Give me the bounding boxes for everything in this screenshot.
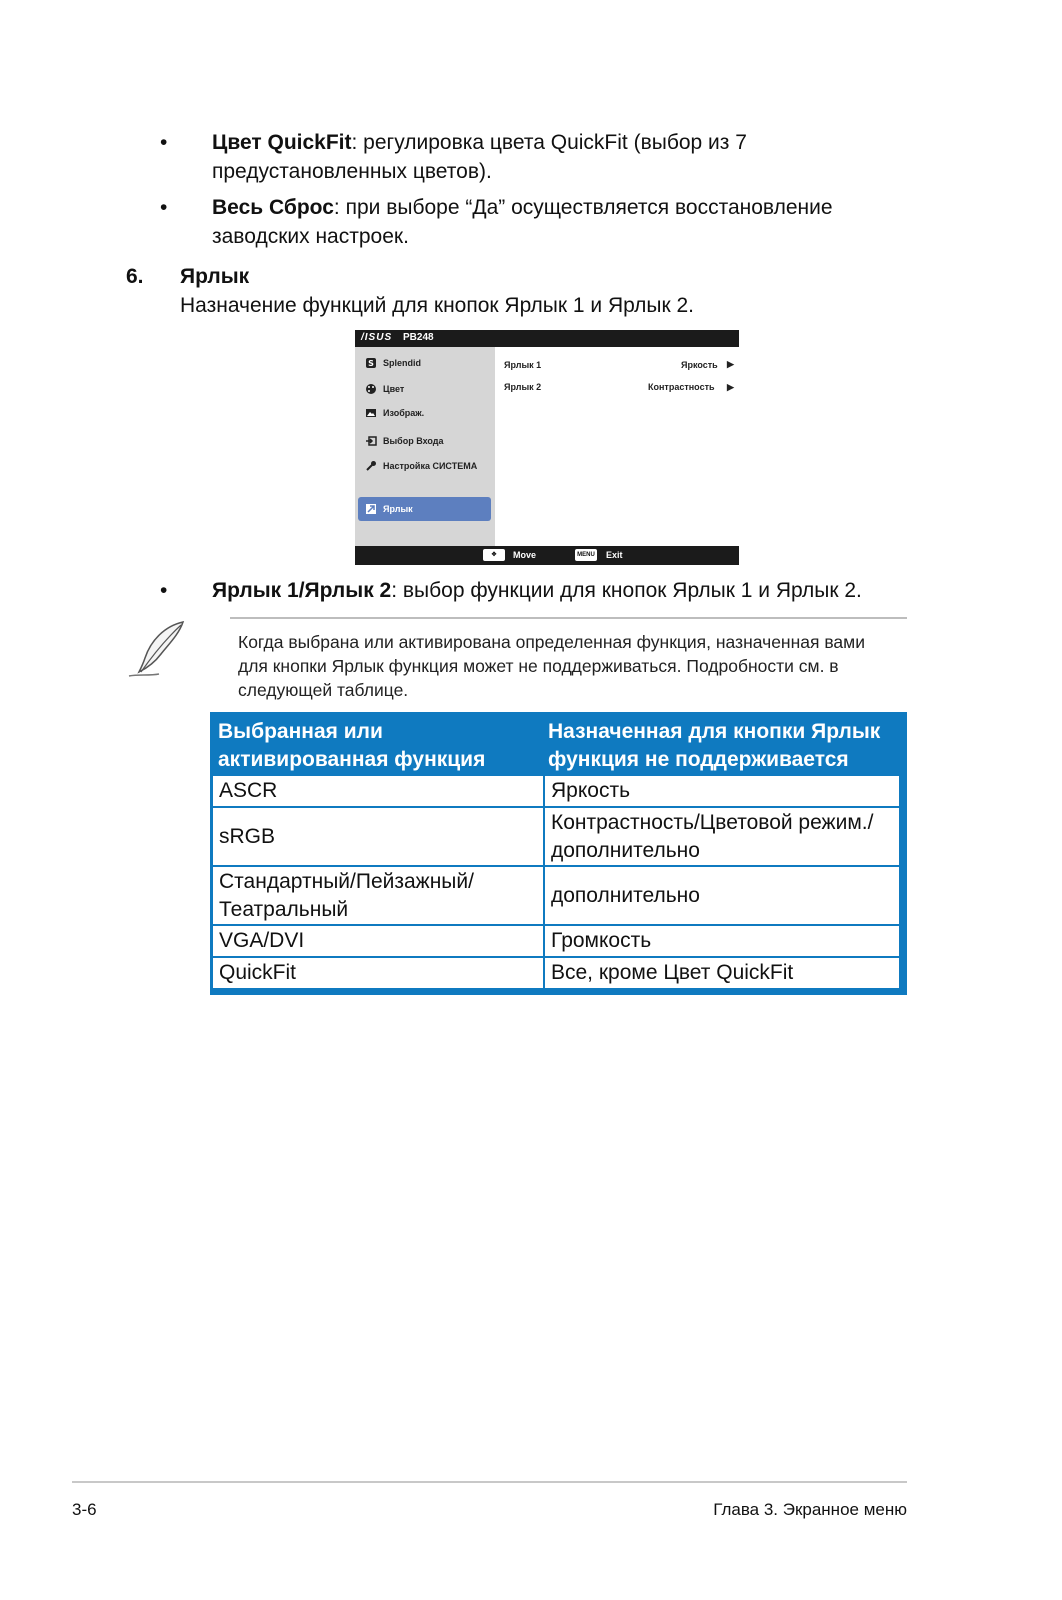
osd-menu-item-image[interactable] [365,407,424,419]
bullet-term: Весь Сброс [212,196,334,219]
image-icon [365,407,377,419]
osd-option-value: Контрастность [648,382,715,392]
section-number: 6. [126,265,144,288]
bullet-dot: • [160,579,168,602]
asus-logo: /ISUS [361,332,393,343]
osd-title-bar [355,330,739,347]
osd-menu-label: Изображ. [383,408,425,418]
table-cell: ASCR [213,776,543,806]
osd-option-label[interactable]: Ярлык 1 [504,360,542,370]
chapter-title: Глава 3. Экранное меню [713,1500,907,1519]
bullet-text: : при выборе “Да” осуществляется восстановление заводских настроек. [212,196,833,248]
table-cell: Громкость [545,926,899,956]
osd-menu-item-shortcut[interactable] [365,503,413,515]
table-header-unsupported: Назначенная для кнопки Ярлык функция не поддерживается [548,720,881,771]
input-icon [365,435,377,447]
note-text: Когда выбрана или активирована определенная функция, назначенная вами для кнопки Ярлык функция может не поддерживаться. Подробности см. в следующей таблице. [238,632,865,700]
section-description: Назначение функций для кнопок Ярлык 1 и Ярлык 2. [180,294,694,317]
section-title: Ярлык [180,265,250,288]
osd-menu-label: Splendid [383,358,421,368]
osd-menu-screenshot [355,330,739,565]
bullet-term: Цвет QuickFit [212,131,352,154]
footer-rule [72,1481,907,1483]
osd-menu-label: Цвет [383,384,405,394]
wrench-icon [365,460,377,472]
osd-menu-label: Выбор Входа [383,436,444,446]
osd-menu-item-splendid[interactable] [365,357,421,369]
bullet-dot: • [160,131,168,154]
note-top-rule [230,617,907,619]
osd-option-label[interactable]: Ярлык 2 [504,382,542,392]
feather-note-icon [125,618,191,680]
osd-menu-item-system[interactable] [365,460,477,472]
osd-menu-item-color[interactable] [365,383,404,395]
arrow-right-icon: ▶ [727,359,734,369]
table-cell: VGA/DVI [213,926,543,956]
osd-footer-bar [355,546,739,565]
table-cell: Яркость [545,776,899,806]
osd-menu-label: Ярлык [383,504,413,514]
shortcut-icon [365,503,377,515]
osd-exit-label: Exit [606,550,623,560]
osd-menu-item-input[interactable] [365,435,444,447]
osd-move-label: Move [513,550,537,560]
move-icon: ✥ [483,549,505,561]
table-cell: sRGB [213,808,543,865]
menu-icon: MENU [575,549,597,561]
bullet-dot: • [160,196,168,219]
svg-text:S: S [368,359,374,368]
table-cell: QuickFit [213,958,543,988]
bullet-term: Ярлык 1/Ярлык 2 [212,579,392,602]
osd-option-value: Яркость [681,360,718,370]
bullet-text: : регулировка цвета QuickFit (выбор из 7 предустановленных цветов). [212,131,747,183]
splendid-icon [365,357,377,369]
compatibility-table [210,712,907,995]
table-header-selected: Выбранная или активированная функция [218,720,486,771]
osd-options-panel [495,347,739,546]
bullet-text: : выбор функции для кнопок Ярлык 1 и Ярлык 2. [391,579,862,602]
table-cell: Контрастность/Цветовой режим./ дополнительно [545,808,899,865]
arrow-right-icon: ▶ [727,382,734,392]
table-cell: Все, кроме Цвет QuickFit [545,958,899,988]
osd-menu-list [355,347,495,546]
osd-model: PB248 [403,332,434,343]
table-cell: Стандартный/Пейзажный/ Театральный [213,867,543,924]
page-number: 3-6 [72,1500,97,1519]
osd-menu-label: Настройка СИСТЕМА [383,461,478,471]
table-cell: дополнительно [545,867,899,924]
palette-icon [365,383,377,395]
